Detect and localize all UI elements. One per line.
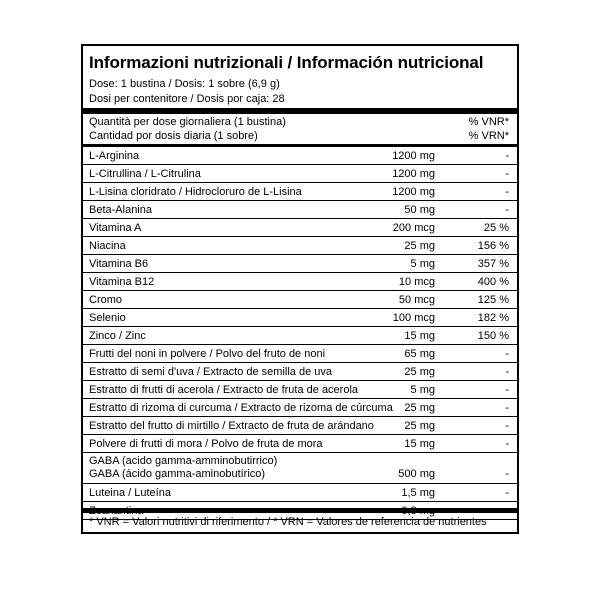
header-vrn: % VRN* — [468, 130, 509, 142]
nutrient-vnr: - — [505, 487, 509, 499]
nutrient-amount: 50 mg — [404, 204, 435, 216]
table-row — [83, 453, 517, 484]
nutrient-amount: 10 mcg — [398, 276, 435, 288]
table-row — [83, 417, 517, 435]
nutrient-vnr: 156 % — [477, 240, 509, 252]
table-row — [83, 309, 517, 327]
nutrient-name: L-Arginina — [89, 150, 140, 162]
table-row — [83, 201, 517, 219]
table-row — [83, 363, 517, 381]
nutrient-name: Vitamina B12 — [89, 276, 155, 288]
nutrient-vnr: - — [505, 348, 509, 360]
nutrient-name: Estratto di rizoma di curcuma / Extracto de rizoma de cúrcuma — [89, 402, 393, 414]
nutrient-name: L-Citrullina / L-Citrulina — [89, 168, 201, 180]
table-row — [83, 327, 517, 345]
servings-line: Dosi per contenitore / Dosis por caja: 28 — [89, 93, 285, 105]
nutrient-amount: 25 mg — [404, 366, 435, 378]
nutrient-name: Cromo — [89, 294, 123, 306]
nutrient-amount: 200 mcg — [392, 222, 435, 234]
nutrient-amount: 25 mg — [404, 420, 435, 432]
nutrient-vnr: 357 % — [477, 258, 509, 270]
nutrient-name: Vitamina B6 — [89, 258, 149, 270]
nutrient-amount: 1200 mg — [392, 168, 435, 180]
nutrient-name: Beta-Alanina — [89, 204, 152, 216]
table-row — [83, 484, 517, 502]
header-italian: Quantità per dose giornaliera (1 bustina) — [89, 116, 286, 128]
nutrient-vnr: 400 % — [477, 276, 509, 288]
nutrient-vnr: 150 % — [477, 330, 509, 342]
nutrient-vnr: 25 % — [483, 222, 509, 234]
table-row — [83, 273, 517, 291]
table-row — [83, 291, 517, 309]
nutrient-amount: 15 mg — [404, 438, 435, 450]
table-row — [83, 165, 517, 183]
nutrient-name: Luteina / Luteína — [89, 487, 171, 499]
bottom-divider — [83, 508, 517, 513]
nutrient-amount: 1200 mg — [392, 150, 435, 162]
nutrient-vnr: 125 % — [477, 294, 509, 306]
nutrient-amount: 500 mg — [398, 468, 435, 480]
nutrient-vnr: - — [505, 366, 509, 378]
nutrient-name: Niacina — [89, 240, 126, 252]
table-row — [83, 183, 517, 201]
nutrient-vnr: - — [505, 186, 509, 198]
nutrient-name: L-Lisina cloridrato / Hidrocloruro de L-Lisina — [89, 186, 302, 198]
nutrient-amount: 1200 mg — [392, 186, 435, 198]
nutrient-amount: 5 mg — [410, 384, 435, 396]
nutrient-name: GABA (acido gamma-amminobutirrico) — [89, 455, 278, 467]
nutrient-amount: 100 mcg — [392, 312, 435, 324]
nutrient-name: Estratto di frutti di acerola / Extracto de fruta de acerola — [89, 384, 359, 396]
nutrient-vnr: - — [505, 402, 509, 414]
table-row — [83, 399, 517, 417]
nutrition-facts-label — [81, 44, 519, 534]
table-row — [83, 435, 517, 453]
nutrient-name: Zinco / Zinc — [89, 330, 146, 342]
nutrient-name: Vitamina A — [89, 222, 142, 234]
nutrient-vnr: - — [505, 204, 509, 216]
nutrient-vnr: - — [505, 150, 509, 162]
nutrient-amount: 65 mg — [404, 348, 435, 360]
nutrient-amount: 25 mg — [404, 240, 435, 252]
nutrient-name: Estratto del frutto di mirtillo / Extracto de fruta de arándano — [89, 420, 374, 432]
footnote: * VNR = Valori nutritivi di riferimento / * VRN = Valores de referencia de nutrientes — [89, 516, 487, 528]
nutrient-amount: 1,5 mg — [401, 487, 435, 499]
table-row — [83, 255, 517, 273]
table-row — [83, 147, 517, 165]
nutrient-vnr: - — [505, 420, 509, 432]
header-spanish: Cantidad por dosis diaria (1 sobre) — [89, 130, 258, 142]
nutrient-vnr: - — [505, 384, 509, 396]
table-row — [83, 237, 517, 255]
header-vnr: % VNR* — [468, 116, 509, 128]
table-row — [83, 381, 517, 399]
nutrient-vnr: - — [505, 168, 509, 180]
nutrient-name: Polvere di frutti di mora / Polvo de fruta de mora — [89, 438, 323, 450]
table-row — [83, 345, 517, 363]
nutrient-amount: 15 mg — [404, 330, 435, 342]
nutrient-name: Frutti del noni in polvere / Polvo del fruto de noni — [89, 348, 326, 360]
table-row — [83, 219, 517, 237]
nutrient-vnr: 182 % — [477, 312, 509, 324]
nutrient-amount: 25 mg — [404, 402, 435, 414]
thick-divider — [83, 108, 517, 114]
nutrient-amount: 50 mcg — [398, 294, 435, 306]
nutrient-vnr: - — [505, 438, 509, 450]
label-title: Informazioni nutrizionali / Información nutricional — [89, 53, 484, 72]
nutrient-vnr: - — [505, 468, 509, 480]
nutrient-name: Estratto di semi d'uva / Extracto de semilla de uva — [89, 366, 332, 378]
nutrient-amount: 5 mg — [410, 258, 435, 270]
dose-line: Dose: 1 bustina / Dosis: 1 sobre (6,9 g) — [89, 78, 280, 90]
nutrient-name: Selenio — [89, 312, 126, 324]
nutrient-name-secondary: GABA (ácido gamma-aminobutírico) — [89, 468, 266, 480]
